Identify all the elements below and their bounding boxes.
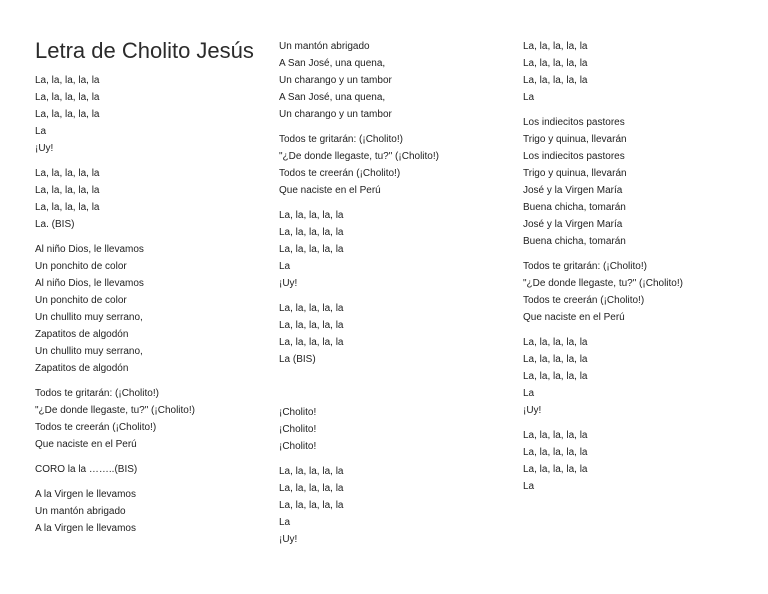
lyric-line: La, la, la, la, la: [523, 41, 588, 52]
lyric-stanza: [35, 165, 255, 233]
lyric-line: La: [523, 92, 535, 103]
lyric-line: "¿De donde llegaste, tu?" (¡Cholito!): [279, 151, 439, 162]
lyric-line: Un chullito muy serrano,: [35, 312, 143, 323]
lyric-line: Trigo y quinua, llevarán: [523, 168, 627, 179]
lyric-line: La, la, la, la, la: [279, 210, 344, 221]
lyric-line: Que naciste en el Perú: [35, 439, 137, 450]
lyric-stanza: [35, 241, 255, 377]
lyric-stanza: [523, 427, 743, 495]
lyric-stanza: [279, 207, 499, 292]
lyric-line: La, la, la, la, la: [523, 337, 588, 348]
lyric-line: La, la, la, la, la: [35, 202, 100, 213]
lyric-line: La, la, la, la, la: [35, 168, 100, 179]
lyric-stanza: [35, 385, 255, 453]
lyric-line: Zapatitos de algodón: [35, 363, 129, 374]
lyrics-column-2: [279, 38, 499, 556]
lyric-line: La: [35, 126, 47, 137]
lyric-line: A San José, una quena,: [279, 92, 386, 103]
lyric-line: La, la, la, la, la: [35, 92, 100, 103]
lyric-line: La, la, la, la, la: [523, 58, 588, 69]
lyric-line: Que naciste en el Perú: [279, 185, 381, 196]
lyric-stanza: [523, 334, 743, 419]
lyric-line: Trigo y quinua, llevarán: [523, 134, 627, 145]
lyric-line: Todos te gritarán: (¡Cholito!): [523, 261, 647, 272]
lyric-line: La, la, la, la, la: [523, 354, 588, 365]
lyric-stanza: [35, 486, 255, 537]
lyric-line: Todos te creerán (¡Cholito!): [35, 422, 157, 433]
lyric-line: Todos te gritarán: (¡Cholito!): [35, 388, 159, 399]
lyric-line: José y la Virgen María: [523, 219, 623, 230]
lyric-line: La: [523, 481, 535, 492]
lyric-line: Un charango y un tambor: [279, 75, 392, 86]
lyric-line: ¡Cholito!: [279, 441, 317, 452]
lyric-line: La. (BIS): [35, 219, 75, 230]
lyric-stanza: [523, 258, 743, 326]
lyric-line: La, la, la, la, la: [35, 109, 100, 120]
lyric-line: ¡Uy!: [279, 278, 298, 289]
lyric-line: ¡Cholito!: [279, 407, 317, 418]
lyric-line: CORO la la ……..(BIS): [35, 464, 138, 475]
lyric-line: La, la, la, la, la: [35, 75, 100, 86]
lyric-stanza: [35, 72, 255, 157]
lyric-stanza: [279, 463, 499, 548]
lyric-line: Los indiecitos pastores: [523, 151, 625, 162]
lyric-line: Todos te creerán (¡Cholito!): [523, 295, 645, 306]
lyric-line: Un mantón abrigado: [279, 41, 370, 52]
lyric-line: Buena chicha, tomarán: [523, 236, 626, 247]
lyric-line: Un ponchito de color: [35, 295, 127, 306]
lyric-stanza: [279, 131, 499, 199]
lyric-line: "¿De donde llegaste, tu?" (¡Cholito!): [523, 278, 683, 289]
lyric-line: La, la, la, la, la: [279, 337, 344, 348]
lyric-line: Todos te creerán (¡Cholito!): [279, 168, 401, 179]
lyric-line: La, la, la, la, la: [279, 303, 344, 314]
lyric-line: "¿De donde llegaste, tu?" (¡Cholito!): [35, 405, 195, 416]
lyric-stanza: [523, 38, 743, 106]
lyric-line: Un chullito muy serrano,: [35, 346, 143, 357]
lyric-line: La, la, la, la, la: [279, 466, 344, 477]
lyric-line: La, la, la, la, la: [279, 500, 344, 511]
lyric-line: Todos te gritarán: (¡Cholito!): [279, 134, 403, 145]
lyric-line: Zapatitos de algodón: [35, 329, 129, 340]
lyric-line: La, la, la, la, la: [35, 185, 100, 196]
lyric-stanza: [35, 461, 255, 478]
lyric-line: La, la, la, la, la: [523, 75, 588, 86]
lyric-line: Al niño Dios, le llevamos: [35, 278, 144, 289]
lyric-line: La, la, la, la, la: [523, 371, 588, 382]
lyrics-column-3: [523, 38, 743, 503]
stanza-spacer: [279, 376, 499, 404]
lyric-line: ¡Uy!: [35, 143, 54, 154]
lyric-line: ¡Uy!: [523, 405, 542, 416]
lyric-line: A San José, una quena,: [279, 58, 386, 69]
lyric-stanza: [279, 300, 499, 368]
lyric-line: La, la, la, la, la: [279, 227, 344, 238]
lyric-line: Que naciste en el Perú: [523, 312, 625, 323]
lyric-stanza: [523, 114, 743, 250]
lyric-line: ¡Cholito!: [279, 424, 317, 435]
lyric-line: A la Virgen le llevamos: [35, 489, 136, 500]
lyric-line: Un charango y un tambor: [279, 109, 392, 120]
lyric-line: La (BIS): [279, 354, 316, 365]
lyric-line: La, la, la, la, la: [279, 244, 344, 255]
lyric-line: La, la, la, la, la: [523, 430, 588, 441]
lyric-line: La, la, la, la, la: [279, 320, 344, 331]
lyric-line: La, la, la, la, la: [523, 447, 588, 458]
lyric-line: La: [279, 261, 291, 272]
lyric-line: Un ponchito de color: [35, 261, 127, 272]
lyric-line: Al niño Dios, le llevamos: [35, 244, 144, 255]
lyric-stanza: [279, 404, 499, 455]
lyric-line: Un mantón abrigado: [35, 506, 126, 517]
lyric-line: Buena chicha, tomarán: [523, 202, 626, 213]
lyric-line: La: [523, 388, 535, 399]
page-title: Letra de Cholito Jesús: [35, 38, 254, 63]
lyric-line: Los indiecitos pastores: [523, 117, 625, 128]
lyric-line: La, la, la, la, la: [279, 483, 344, 494]
lyric-line: La: [279, 517, 291, 528]
lyric-stanza: [279, 38, 499, 123]
lyrics-column-1: [35, 38, 255, 545]
lyric-line: A la Virgen le llevamos: [35, 523, 136, 534]
lyric-line: La, la, la, la, la: [523, 464, 588, 475]
lyric-line: ¡Uy!: [279, 534, 298, 545]
lyric-line: José y la Virgen María: [523, 185, 623, 196]
